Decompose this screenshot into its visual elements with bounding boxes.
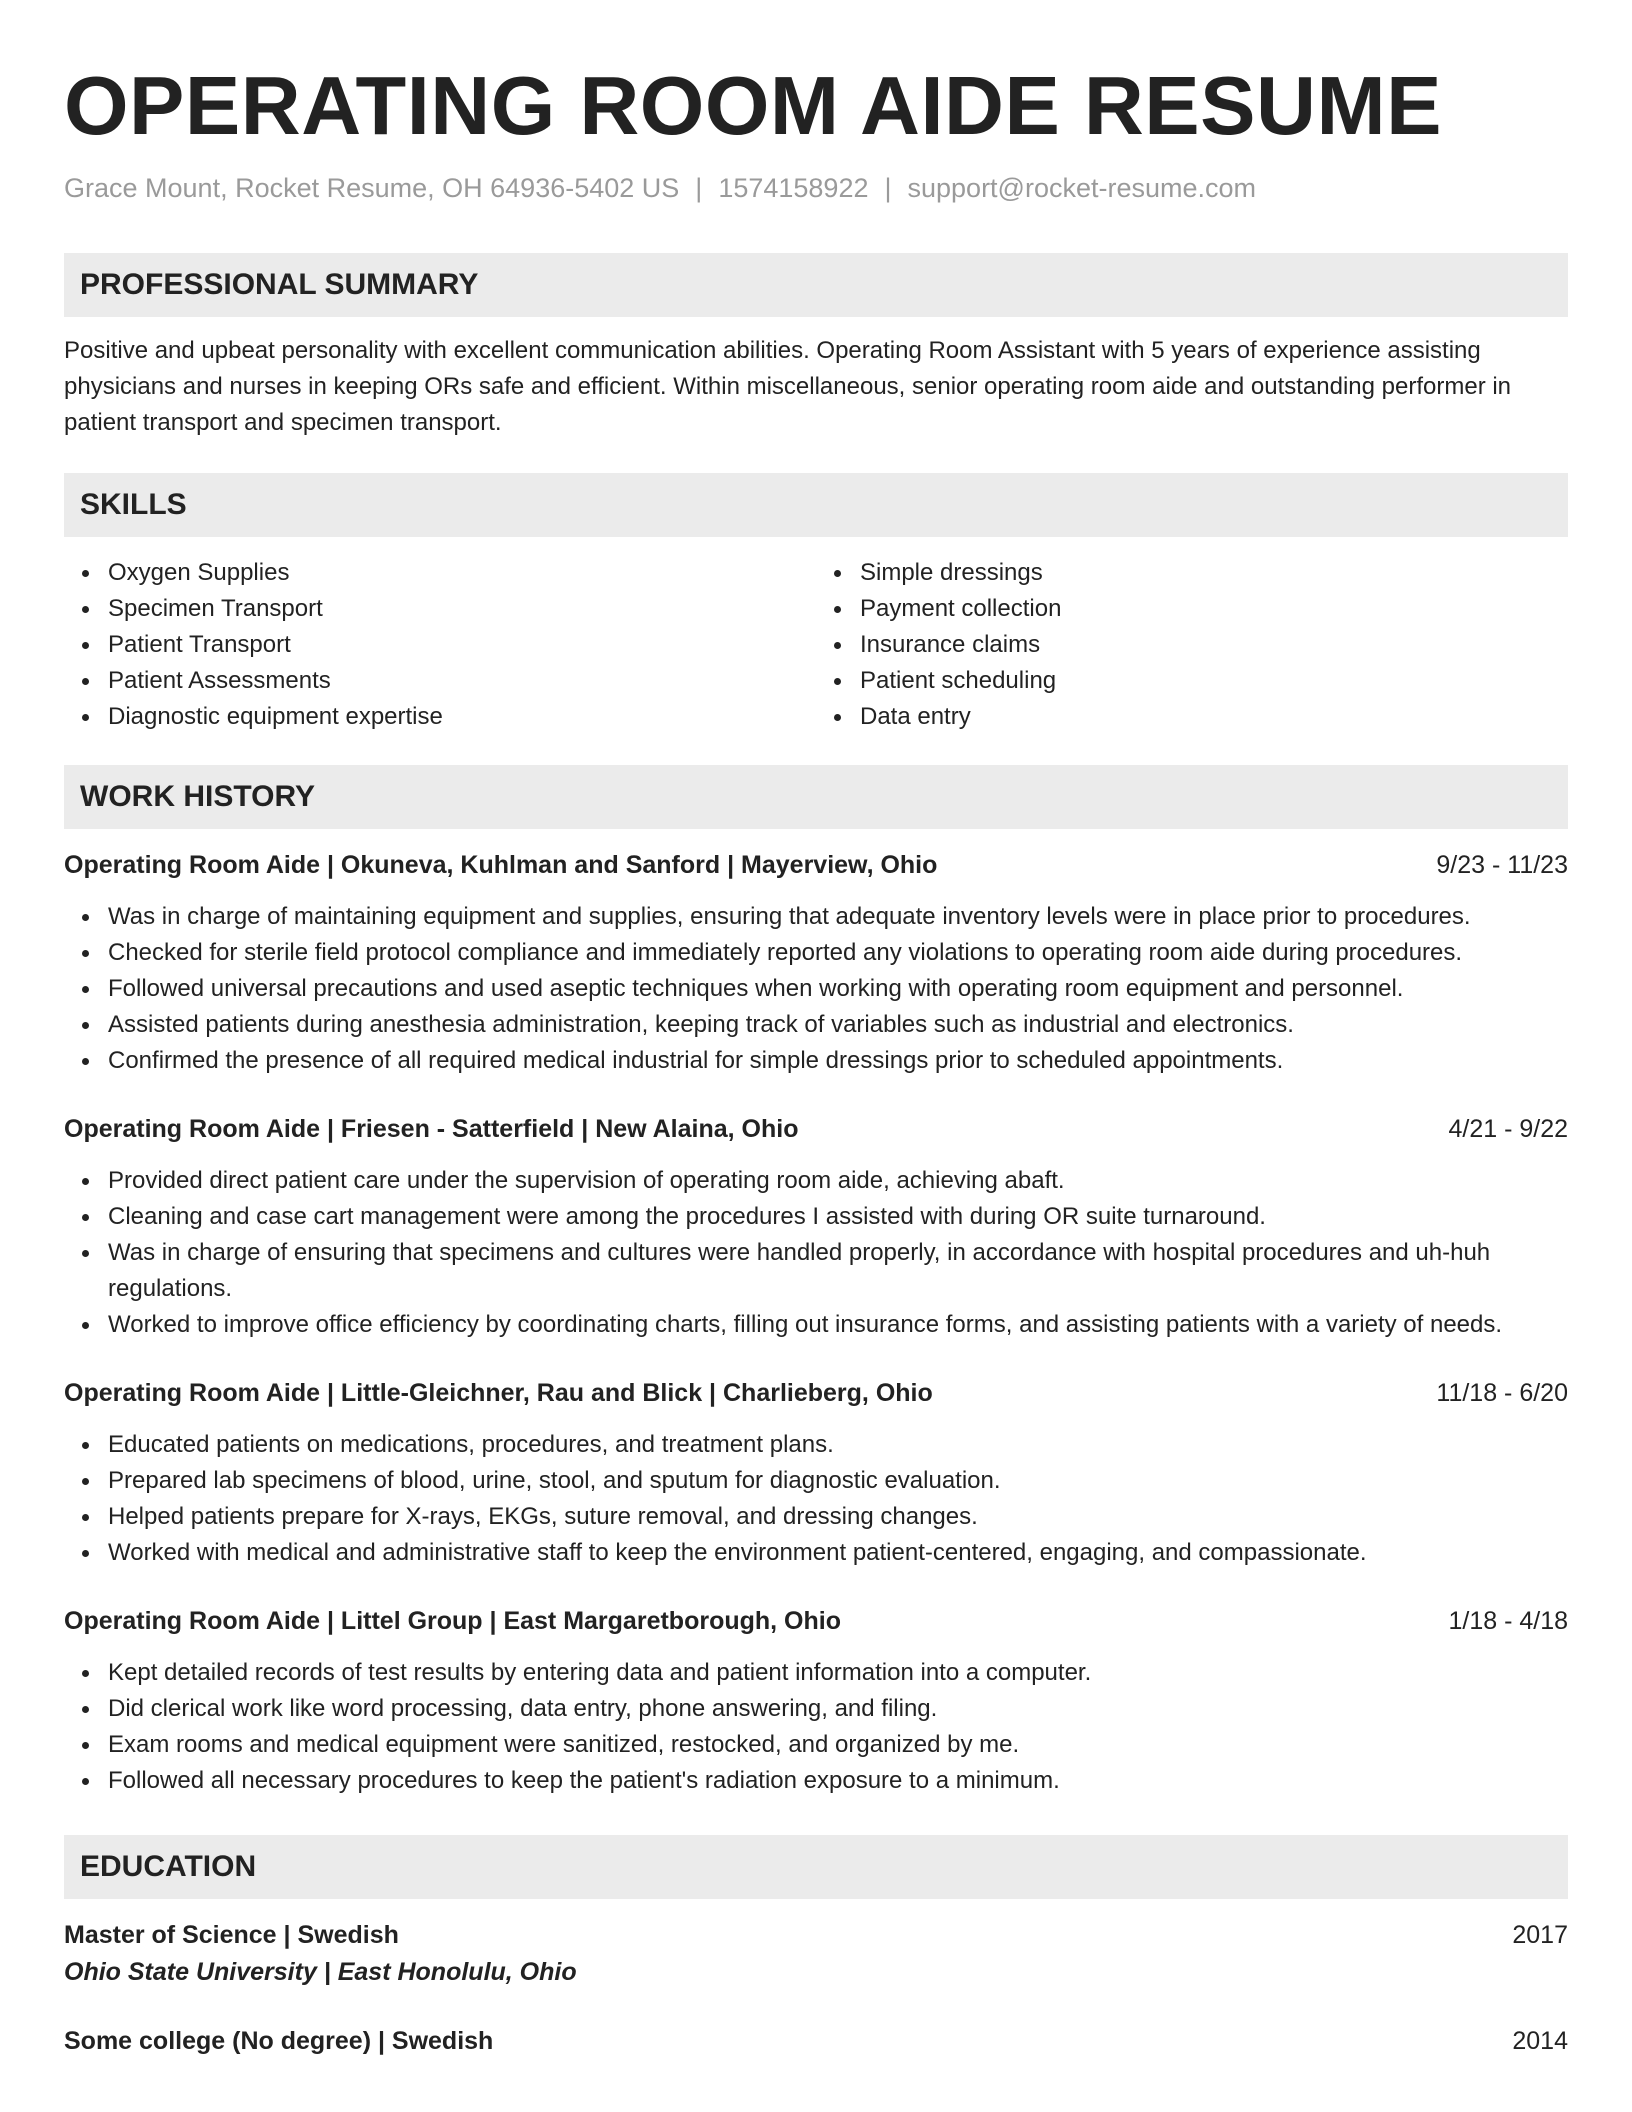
education-entry [64, 1917, 1568, 1991]
skill-item: Oxygen Supplies [64, 555, 816, 591]
contact-line [64, 170, 1568, 206]
skill-item: Patient Transport [64, 627, 816, 663]
summary-text: Positive and upbeat personality with excellent communication abilities. Operating Room Assistant with 5 years of experience assisting physicians and nurses in keeping ORs safe and efficient. Within miscellaneous, senior operating room aide and outstanding performer in patient transport and specimen transport. [64, 337, 1512, 436]
job-entry [64, 1111, 1568, 1343]
job-bullet: Helped patients prepare for X-rays, EKGs, suture removal, and dressing changes. [64, 1499, 1568, 1535]
job-title: Operating Room Aide | Littel Group | East Margaretborough, Ohio [64, 1607, 841, 1635]
job-bullet: Confirmed the presence of all required medical industrial for simple dressings prior to scheduled appointments. [64, 1043, 1568, 1079]
education-heading: EDUCATION [64, 1835, 1568, 1899]
education-entry [64, 2023, 1568, 2059]
job-bullets [64, 899, 1568, 1079]
education-degree: Some college (No degree) | Swedish [64, 2027, 494, 2055]
job-bullets [64, 1655, 1568, 1799]
job-bullet: Was in charge of maintaining equipment and supplies, ensuring that adequate inventory levels were in place prior to procedures. [64, 899, 1568, 935]
job-entry [64, 847, 1568, 1079]
education-degree: Master of Science | Swedish [64, 1921, 399, 1949]
job-title: Operating Room Aide | Okuneva, Kuhlman and Sanford | Mayerview, Ohio [64, 851, 938, 879]
job-bullet: Did clerical work like word processing, data entry, phone answering, and filing. [64, 1691, 1568, 1727]
job-header [64, 1111, 1568, 1147]
education-year: 2017 [1512, 1921, 1568, 1949]
job-bullet: Followed universal precautions and used aseptic techniques when working with operating room equipment and personnel. [64, 971, 1568, 1007]
job-bullets [64, 1163, 1568, 1343]
contact-phone: 1574158922 [718, 173, 869, 203]
job-entry [64, 1603, 1568, 1799]
education-school: Ohio State University | East Honolulu, Ohio [64, 1958, 577, 1986]
resume-title: OPERATING ROOM AIDE RESUME [64, 59, 1442, 152]
job-bullet: Provided direct patient care under the supervision of operating room aide, achieving abaft. [64, 1163, 1568, 1199]
job-bullets [64, 1427, 1568, 1571]
job-header [64, 847, 1568, 883]
summary-heading: PROFESSIONAL SUMMARY [64, 253, 1568, 317]
job-dates: 1/18 - 4/18 [1448, 1607, 1568, 1635]
job-bullet: Worked to improve office efficiency by coordinating charts, filling out insurance forms, and assisting patients with a variety of needs. [64, 1307, 1568, 1343]
education-header [64, 2023, 1568, 2059]
job-title: Operating Room Aide | Little-Gleichner, Rau and Blick | Charlieberg, Ohio [64, 1379, 933, 1407]
job-bullet: Cleaning and case cart management were among the procedures I assisted with during OR suite turnaround. [64, 1199, 1568, 1235]
work-history-heading: WORK HISTORY [64, 765, 1568, 829]
job-header [64, 1603, 1568, 1639]
job-header [64, 1375, 1568, 1411]
education-year: 2014 [1512, 2027, 1568, 2055]
skills-heading: SKILLS [64, 473, 1568, 537]
contact-separator: | [884, 173, 892, 203]
job-bullet: Was in charge of ensuring that specimens and cultures were handled properly, in accordance with hospital procedures and uh-huh regulations. [64, 1235, 1568, 1307]
job-bullet: Worked with medical and administrative staff to keep the environment patient-centered, engaging, and compassionate. [64, 1535, 1568, 1571]
contact-email: support@rocket-resume.com [907, 173, 1257, 203]
skill-item: Diagnostic equipment expertise [64, 699, 816, 735]
skill-item: Payment collection [816, 591, 1568, 627]
job-bullet: Educated patients on medications, procedures, and treatment plans. [64, 1427, 1568, 1463]
education-header [64, 1917, 1568, 1953]
job-bullet: Kept detailed records of test results by entering data and patient information into a computer. [64, 1655, 1568, 1691]
job-entry [64, 1375, 1568, 1571]
job-bullet: Assisted patients during anesthesia administration, keeping track of variables such as industrial and electronics. [64, 1007, 1568, 1043]
job-dates: 9/23 - 11/23 [1436, 851, 1568, 879]
job-bullet: Prepared lab specimens of blood, urine, stool, and sputum for diagnostic evaluation. [64, 1463, 1568, 1499]
contact-address: Grace Mount, Rocket Resume, OH 64936-5402 US [64, 173, 680, 203]
skill-item: Patient scheduling [816, 663, 1568, 699]
skills-column-left [64, 555, 816, 735]
skill-item: Simple dressings [816, 555, 1568, 591]
skill-item: Data entry [816, 699, 1568, 735]
job-dates: 11/18 - 6/20 [1436, 1379, 1568, 1407]
contact-separator: | [695, 173, 703, 203]
skill-item: Insurance claims [816, 627, 1568, 663]
job-bullet: Checked for sterile field protocol compliance and immediately reported any violations to operating room aide during procedures. [64, 935, 1568, 971]
skill-item: Patient Assessments [64, 663, 816, 699]
skills-grid [64, 555, 1568, 735]
job-bullet: Exam rooms and medical equipment were sanitized, restocked, and organized by me. [64, 1727, 1568, 1763]
job-bullet: Followed all necessary procedures to keep the patient's radiation exposure to a minimum. [64, 1763, 1568, 1799]
skill-item: Specimen Transport [64, 591, 816, 627]
skills-column-right [816, 555, 1568, 735]
job-dates: 4/21 - 9/22 [1448, 1115, 1568, 1143]
job-title: Operating Room Aide | Friesen - Satterfield | New Alaina, Ohio [64, 1115, 799, 1143]
